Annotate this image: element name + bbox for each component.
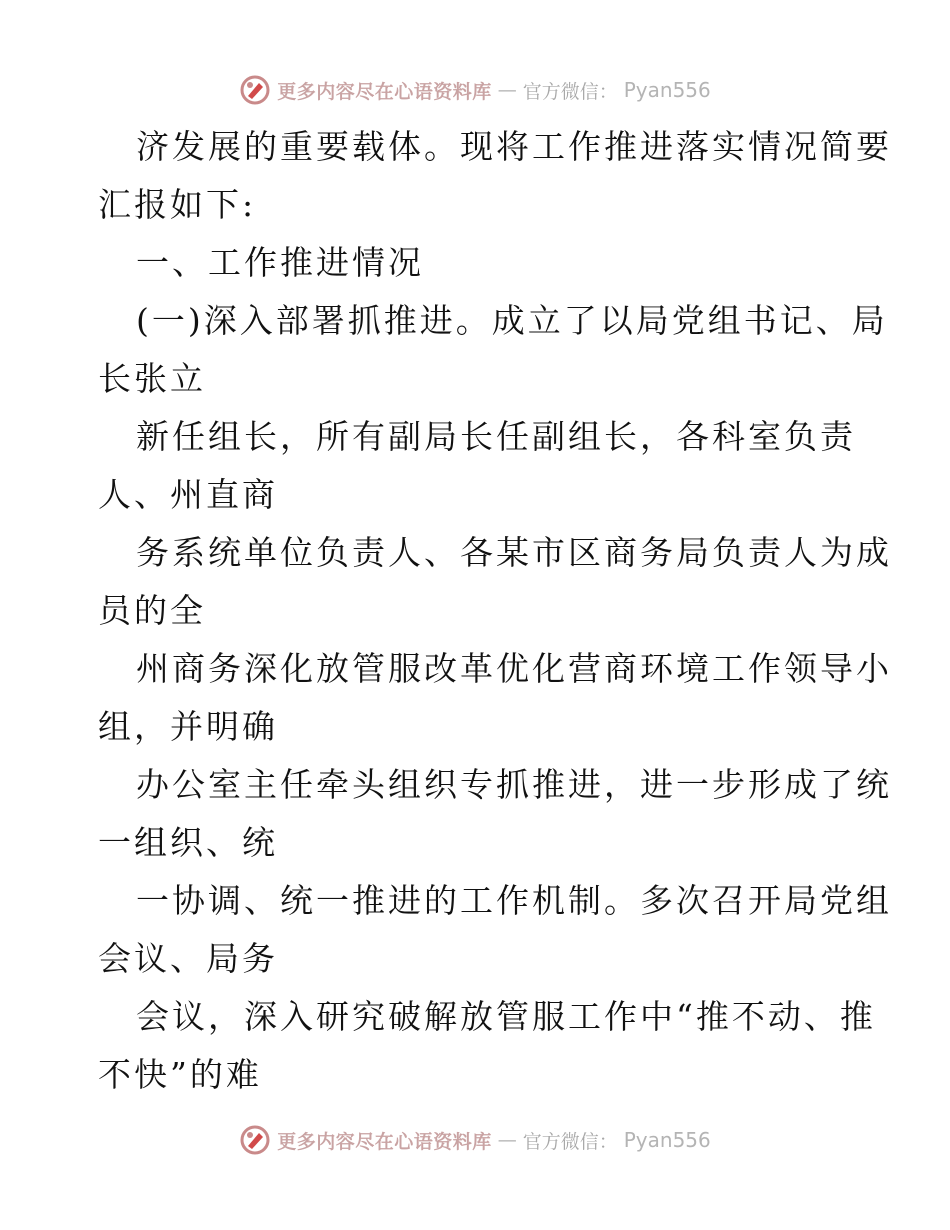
text-line: 一组织、统 (98, 823, 278, 862)
watermark-site: 更多内容尽在心语资料库 (277, 80, 492, 103)
text-line: 务系统单位负责人、各某市区商务局负责人为成 (136, 533, 892, 572)
watermark-separator: — (497, 79, 517, 101)
document-body (98, 118, 892, 1104)
text-line: 不快”的难 (98, 1055, 262, 1094)
text-line: 长张立 (98, 359, 206, 398)
text-line: 人、州直商 (98, 475, 278, 514)
text-line: 会议，深入研究破解放管服工作中“推不动、推 (136, 997, 876, 1036)
watermark-account: Pyan556 (623, 1128, 711, 1152)
text-line: 一协调、统一推进的工作机制。多次召开局党组 (136, 881, 892, 920)
watermark-official: 官方微信： (522, 80, 618, 103)
text-line: 会议、局务 (98, 939, 278, 978)
text-line: 办公室主任牵头组织专抓推进，进一步形成了统 (136, 765, 892, 804)
watermark-separator: — (497, 1129, 517, 1151)
watermark-site: 更多内容尽在心语资料库 (277, 1130, 492, 1153)
text-line: 新任组长，所有副局长任副组长，各科室负责 (136, 417, 856, 456)
text-line: (一)深入部署抓推进。成立了以局党组书记、局 (136, 301, 888, 340)
watermark-account: Pyan556 (623, 78, 711, 102)
header-watermark (0, 70, 950, 110)
text-line: 济发展的重要载体。现将工作推进落实情况简要 (136, 127, 892, 166)
section-heading: 一、工作推进情况 (136, 243, 424, 282)
text-line: 组，并明确 (98, 707, 278, 746)
watermark-official: 官方微信： (522, 1130, 618, 1153)
footer-watermark (0, 1120, 950, 1160)
text-line: 汇报如下: (98, 185, 257, 224)
logo-icon (239, 1124, 271, 1156)
logo-icon (239, 74, 271, 106)
text-line: 员的全 (98, 591, 206, 630)
text-line: 州商务深化放管服改革优化营商环境工作领导小 (136, 649, 892, 688)
